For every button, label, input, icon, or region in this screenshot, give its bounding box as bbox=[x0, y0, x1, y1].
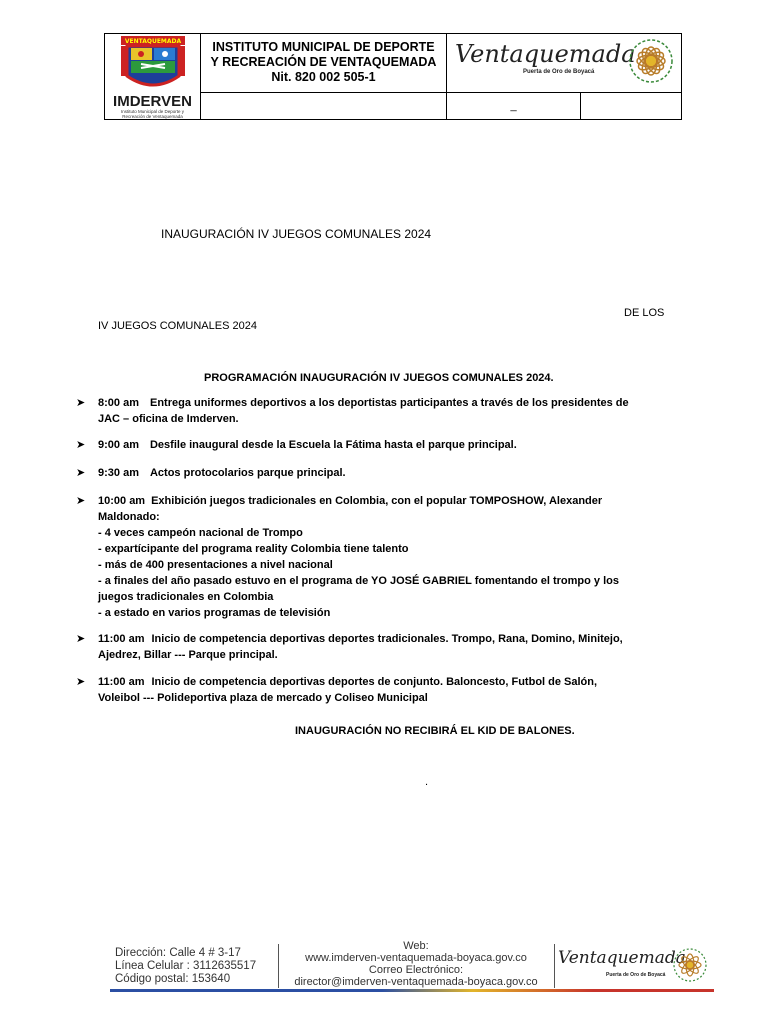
flower-emblem-icon bbox=[623, 36, 679, 86]
footer-divider bbox=[278, 944, 279, 988]
footer-address: Dirección: Calle 4 # 3-17 bbox=[115, 947, 241, 959]
coat-of-arms-icon bbox=[107, 34, 199, 94]
item-text: Actos protocolarios parque principal. bbox=[149, 467, 346, 479]
schedule-item bbox=[98, 631, 658, 663]
item-time: 9:30 am bbox=[98, 467, 139, 479]
item-text: - a finales del año pasado estuvo en el programa de YO JOSÉ GABRIEL fomentando el trompo y los bbox=[98, 575, 619, 587]
schedule-item bbox=[98, 395, 658, 427]
item-text: Inicio de competencia deportivas deportes de conjunto. Baloncesto, Futbol de Salón, bbox=[151, 676, 598, 688]
institute-nit: Nit. 820 002 505-1 bbox=[271, 70, 376, 85]
header-mark: _ bbox=[510, 99, 517, 112]
imderven-logo-cell bbox=[105, 34, 201, 120]
schedule-item bbox=[98, 674, 658, 706]
schedule-item bbox=[98, 437, 658, 453]
footer-flower-emblem-icon bbox=[670, 945, 710, 985]
brand-tagline: Puerta de Oro de Boyacá bbox=[523, 69, 595, 75]
footer-web-link[interactable]: www.imderven-ventaquemada-boyaca.gov.co bbox=[305, 952, 527, 964]
footer-email-link[interactable]: director@imderven-ventaquemada-boyaca.gov.co bbox=[294, 976, 538, 988]
header-empty-cell-2 bbox=[581, 92, 682, 119]
schedule-item bbox=[98, 465, 658, 481]
item-text: Voleibol --- Polideportiva plaza de mercado y Coliseo Municipal bbox=[98, 692, 428, 704]
text-fragment-right: DE LOS bbox=[624, 307, 665, 319]
item-text: JAC – oficina de Imderven. bbox=[98, 413, 239, 425]
closing-note: INAUGURACIÓN NO RECIBIRÁ EL KID DE BALONES. bbox=[295, 725, 575, 737]
document-title: INAUGURACIÓN IV JUEGOS COMUNALES 2024 bbox=[161, 227, 432, 241]
item-text: - a estado en varios programas de televisión bbox=[98, 607, 331, 619]
footer-color-bar bbox=[110, 989, 714, 992]
item-text: Exhibición juegos tradicionales en Colombia, con el popular TOMPOSHOW, Alexander bbox=[151, 495, 603, 507]
schedule-item bbox=[98, 493, 658, 621]
item-text: Entrega uniformes deportivos a los deportistas participantes a través de los presidentes de bbox=[149, 397, 629, 409]
bullet-arrow-icon: ➤ bbox=[76, 676, 86, 688]
item-text: juegos tradicionales en Colombia bbox=[98, 591, 274, 603]
logo-caption-top: VENTAQUEMADA bbox=[124, 38, 181, 45]
footer-postal: Código postal: 153640 bbox=[115, 973, 231, 985]
item-time: 11:00 am bbox=[98, 676, 145, 688]
institute-cell bbox=[201, 34, 447, 93]
item-time: 8:00 am bbox=[98, 397, 139, 409]
logo-name: IMDERVEN bbox=[113, 93, 192, 110]
footer bbox=[110, 940, 714, 992]
header-table bbox=[104, 33, 682, 120]
footer-email-label: Correo Electrónico: bbox=[368, 964, 464, 976]
brand-script-logo: Ventaquemada bbox=[455, 40, 636, 68]
text-fragment-left: IV JUEGOS COMUNALES 2024 bbox=[98, 320, 257, 332]
bullet-arrow-icon: ➤ bbox=[76, 397, 86, 409]
item-text: Inicio de competencia deportivas deportes tradicionales. Trompo, Rana, Domino, Minitejo, bbox=[151, 633, 623, 645]
item-text: Ajedrez, Billar --- Parque principal. bbox=[98, 649, 278, 661]
institute-name-line1: INSTITUTO MUNICIPAL DE DEPORTE bbox=[212, 40, 435, 55]
bullet-arrow-icon: ➤ bbox=[76, 495, 86, 507]
footer-contact bbox=[115, 947, 256, 986]
program-heading: PROGRAMACIÓN INAUGURACIÓN IV JUEGOS COMUNALES 2024. bbox=[204, 372, 554, 384]
item-time: 11:00 am bbox=[98, 633, 145, 645]
item-text: Maldonado: bbox=[98, 511, 160, 523]
header-empty-cell bbox=[201, 92, 447, 119]
imderven-logo bbox=[107, 34, 199, 119]
item-time: 9:00 am bbox=[98, 439, 139, 451]
footer-brand-tagline: Puerta de Oro de Boyacá bbox=[606, 972, 666, 978]
bullet-arrow-icon: ➤ bbox=[76, 633, 86, 645]
footer-brand-script: Ventaquemada bbox=[558, 948, 686, 968]
bullet-arrow-icon: ➤ bbox=[76, 439, 86, 451]
footer-phone: Línea Celular : 3112635517 bbox=[115, 960, 257, 972]
institute-name-line2: Y RECREACIÓN DE VENTAQUEMADA bbox=[210, 55, 437, 70]
header-mark-cell bbox=[447, 92, 581, 119]
item-time: 10:00 am bbox=[98, 495, 146, 507]
logo-subtitle: Instituto Municipal de Deporte y Recreación de Ventaquemada bbox=[120, 109, 185, 119]
brand-cell bbox=[447, 34, 682, 93]
item-text: - expartícipante del programa reality Colombia tiene talento bbox=[98, 543, 409, 555]
bullet-arrow-icon: ➤ bbox=[76, 467, 86, 479]
item-text: - más de 400 presentaciones a nivel nacional bbox=[98, 559, 333, 571]
item-text: - 4 veces campeón nacional de Trompo bbox=[98, 527, 303, 539]
footer-web-label: Web: bbox=[403, 940, 429, 952]
item-text: Desfile inaugural desde la Escuela la Fátima hasta el parque principal. bbox=[149, 439, 517, 451]
footer-divider-2 bbox=[554, 944, 555, 988]
footer-web-email bbox=[280, 940, 552, 988]
trailing-dot: . bbox=[425, 776, 429, 788]
